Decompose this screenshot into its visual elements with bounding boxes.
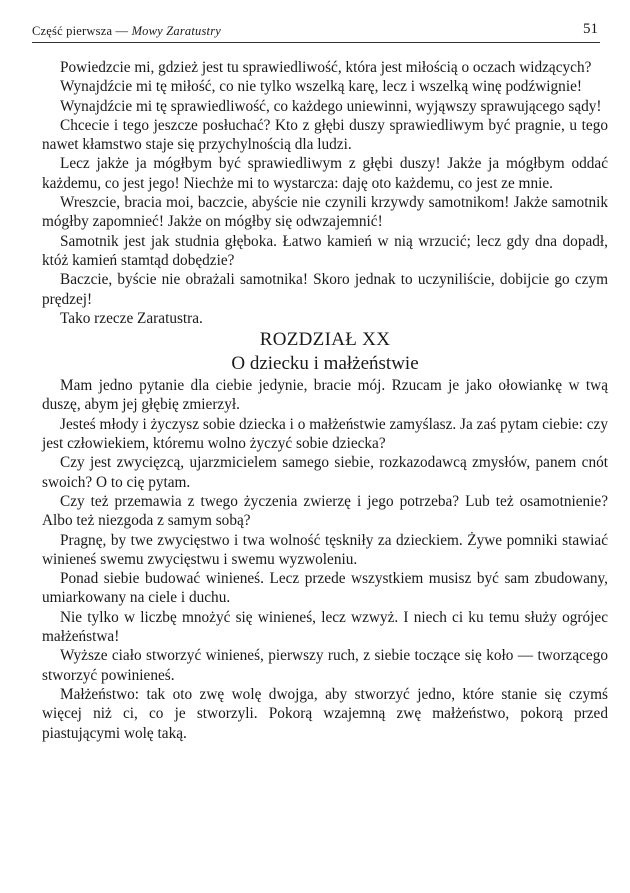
section-label: Mowy Zaratustry (131, 24, 222, 38)
page-body (42, 58, 608, 743)
paragraph: Jesteś młody i życzysz sobie dziecka i o małżeństwie zamyślasz. Ja zaś pytam ciebie: czy jest człowiekiem, któremu wolno życzyć sobie dziecka? (42, 415, 608, 453)
running-header (32, 20, 600, 43)
paragraph: Wreszcie, bracia moi, baczcie, abyście nie czynili krzywdy samotnikom! Jakże samotnik mógłby zapomnieć! Jakże on mógłby się odwzajemnić! (42, 194, 608, 231)
header-separator: — (112, 24, 132, 38)
paragraph: Czy też przemawia z twego życzenia zwierzę i jego potrzeba? Lub też osamotnienie? Albo też niezgoda z samym sobą? (42, 492, 608, 530)
paragraph: Samotnik jest jak studnia głęboka. Łatwo kamień w nią wrzucić; lecz gdy dna dopadł, któż kamień stamtąd dobędzie? (42, 232, 608, 269)
paragraph: Pragnę, by twe zwycięstwo i twa wolność tęskniły za dzieckiem. Żywe pomniki stawiać winieneś swemu zwycięstwu i swemu wyzwoleniu. (42, 531, 608, 568)
paragraph: Lecz jakże ja mógłbym być sprawiedliwym z głębi duszy! Jakże ja mógłbym oddać każdemu, co jest jego! Niechże mi to wystarcza: daję oto każdemu, co jest ze mnie. (42, 155, 608, 192)
chapter-number: ROZDZIAŁ XX (259, 329, 391, 351)
paragraph: Wynajdźcie mi tę miłość, co nie tylko wszelką karę, lecz i wszelką winę podźwignie! (60, 78, 582, 96)
paragraph: Powiedzcie mi, gdzież jest tu sprawiedliwość, która jest miłością o oczach widzących? (60, 59, 592, 76)
paragraph: Baczcie, byście nie obrażali samotnika! Skoro jednak to uczyniliście, dobijcie go czym prędzej! (42, 271, 608, 308)
paragraph: Małżeństwo: tak oto zwę wolę dwojga, aby stworzyć jedno, które stanie się czymś więcej niż ci, co je stworzyli. Pokorą wzajemną zwę małżeństwo, pokorą przed piastującymi wolę taką. (42, 685, 608, 742)
chapter-title: O dziecku i małżeństwie (231, 353, 419, 375)
running-header-title (32, 24, 221, 39)
paragraph: Czy jest zwycięzcą, ujarzmicielem samego siebie, rozkazodawcą zmysłów, panem cnót swoich? O to cię pytam. (42, 454, 608, 491)
paragraph: Wynajdźcie mi tę sprawiedliwość, co każdego uniewinni, wyjąwszy sprawującego sądy! (60, 97, 602, 115)
paragraph: Chcecie i tego jeszcze posłuchać? Kto z głębi duszy sprawiedliwym być pragnie, u tego nawet kłamstwo staje się przychylnością dla ludzi. (42, 116, 608, 154)
paragraph: Nie tylko w liczbę mnożyć się winieneś, lecz wzwyż. I niech ci ku temu służy ogrójec małżeństwa! (42, 608, 608, 646)
part-label: Część pierwsza (32, 24, 113, 38)
paragraph: Wyższe ciało stworzyć winieneś, pierwszy ruch, z siebie toczące się koło — tworzącego stworzyć powinieneś. (42, 647, 608, 684)
paragraph: Mam jedno pytanie dla ciebie jedynie, bracie mój. Rzucam je jako ołowiankę w twą duszę, abym jej głębię zmierzył. (42, 377, 608, 414)
closing-line: Tako rzecze Zaratustra. (60, 309, 203, 327)
paragraph: Ponad siebie budować winieneś. Lecz przede wszystkiem musisz być sam zbudowany, umiarkowany na ciele i duchu. (42, 570, 608, 607)
page-number: 51 (583, 21, 598, 37)
